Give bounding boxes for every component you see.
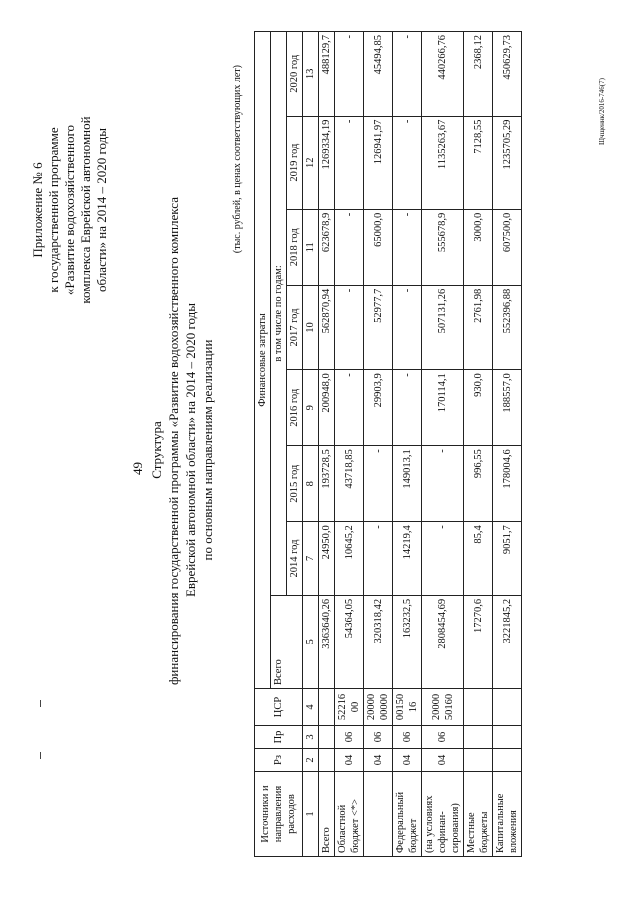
table-row	[364, 32, 393, 857]
cell-source	[364, 772, 393, 857]
header-year: 2020 год	[287, 32, 303, 117]
cell-total: 2808454,69	[422, 595, 464, 688]
cell-year-value: 7128,55	[464, 116, 493, 209]
table-row	[319, 32, 335, 857]
cell-year-value: -	[364, 522, 393, 596]
cell-year-value: 10645,2	[335, 522, 364, 596]
table-row	[464, 32, 493, 857]
cell-year-value: -	[335, 116, 364, 209]
cell-year-value: 52977,7	[364, 285, 393, 370]
cell-pr: 06	[335, 726, 364, 749]
appendix-header	[30, 60, 110, 360]
cell-year-value: -	[422, 522, 464, 596]
cell-year-value: 450629,73	[493, 32, 522, 117]
cell-year-value: 440266,76	[422, 32, 464, 117]
cell-year-value: 193728,5	[319, 446, 335, 522]
cell-year-value: 552396,88	[493, 285, 522, 370]
cell-year-value: 607500,0	[493, 209, 522, 285]
header-source: Источники и направления расходов	[255, 772, 303, 857]
appendix-line: к государственной программе	[46, 127, 61, 293]
header-year: 2017 год	[287, 285, 303, 370]
header-row	[255, 32, 271, 857]
table-row	[493, 32, 522, 857]
cell-year-value: 188557,0	[493, 370, 522, 446]
cell-total: 3221845,2	[493, 595, 522, 688]
cell-year-value: 3000,0	[464, 209, 493, 285]
scan-mark	[40, 752, 41, 759]
cell-year-value: -	[393, 32, 422, 117]
cell-year-value: 43718,85	[335, 446, 364, 522]
header-year: 2018 год	[287, 209, 303, 285]
cell-source: Областной бюджет <*>	[335, 772, 364, 857]
cell-csr	[319, 689, 335, 726]
cell-year-value: 1269334,19	[319, 116, 335, 209]
cell-year-value: 126941,97	[364, 116, 393, 209]
financing-table	[254, 31, 522, 857]
cell-year-value: 488129,7	[319, 32, 335, 117]
header-year: 2019 год	[287, 116, 303, 209]
cell-year-value: -	[364, 446, 393, 522]
cell-year-value: -	[422, 446, 464, 522]
table-row	[335, 32, 364, 857]
cell-pr: 06	[422, 726, 464, 749]
cell-year-value: -	[335, 209, 364, 285]
header-year: 2016 год	[287, 370, 303, 446]
document-title	[148, 197, 216, 685]
header-year: 2014 год	[287, 522, 303, 596]
column-number: 12	[303, 116, 319, 209]
cell-csr	[493, 689, 522, 726]
cell-total: 320318,42	[364, 595, 393, 688]
cell-year-value: 507131,26	[422, 285, 464, 370]
appendix-line: области» на 2014 – 2020 годы	[94, 128, 109, 292]
units-note: (тыс. рублей, в ценах соответствующих лет)	[232, 65, 243, 254]
cell-year-value: 178004,6	[493, 446, 522, 522]
cell-year-value: 1135263,67	[422, 116, 464, 209]
title-line: финансирования государственной программы «Развитие водохозяйственного комплекса	[166, 197, 181, 685]
cell-source: Всего	[319, 772, 335, 857]
cell-rz: 04	[422, 749, 464, 772]
title-line: Еврейской автономной области» на 2014 – 2020 годы	[183, 302, 198, 598]
cell-year-value: 1235705,29	[493, 116, 522, 209]
cell-year-value: 200948,0	[319, 370, 335, 446]
cell-year-value: 930,0	[464, 370, 493, 446]
header-csr: ЦСР	[255, 689, 303, 726]
cell-source: Местные бюджеты	[464, 772, 493, 857]
cell-source: Федеральный бюджет	[393, 772, 422, 857]
cell-csr: 20000 50160	[422, 689, 464, 726]
cell-year-value: 555678,9	[422, 209, 464, 285]
cell-total: 54364,05	[335, 595, 364, 688]
cell-year-value: 623678,9	[319, 209, 335, 285]
cell-year-value: -	[393, 285, 422, 370]
column-number: 4	[303, 689, 319, 726]
title-line: по основным направлениям реализации	[200, 339, 215, 561]
column-number: 3	[303, 726, 319, 749]
cell-csr	[464, 689, 493, 726]
cell-pr: 06	[364, 726, 393, 749]
column-number: 10	[303, 285, 319, 370]
cell-year-value: 45494,85	[364, 32, 393, 117]
column-number-row	[303, 32, 319, 857]
cell-year-value: -	[393, 209, 422, 285]
cell-year-value: 29903,9	[364, 370, 393, 446]
cell-total: 163232,5	[393, 595, 422, 688]
cell-rz	[319, 749, 335, 772]
footer-code: Щчщеннк/2016-746(7)	[598, 78, 606, 145]
cell-rz: 04	[364, 749, 393, 772]
column-number: 8	[303, 446, 319, 522]
header-total: Всего	[271, 595, 303, 688]
cell-year-value: 996,55	[464, 446, 493, 522]
cell-year-value: 562870,94	[319, 285, 335, 370]
cell-year-value: -	[335, 370, 364, 446]
header-including: в том числе по годам:	[271, 32, 287, 596]
cell-pr	[493, 726, 522, 749]
column-number: 11	[303, 209, 319, 285]
table-body	[319, 32, 522, 857]
cell-rz	[493, 749, 522, 772]
cell-csr: 00150 16	[393, 689, 422, 726]
cell-year-value: -	[393, 116, 422, 209]
header-pr: Пр	[255, 726, 303, 749]
page-number: 49	[130, 462, 145, 475]
cell-year-value: 65000,0	[364, 209, 393, 285]
appendix-line: «Развитие водохозяйственного	[62, 124, 77, 296]
cell-rz	[464, 749, 493, 772]
header-financial: Финансовые затраты	[255, 32, 271, 689]
cell-pr	[319, 726, 335, 749]
cell-year-value: 149013,1	[393, 446, 422, 522]
table-row	[393, 32, 422, 857]
cell-year-value: -	[393, 370, 422, 446]
column-number: 9	[303, 370, 319, 446]
cell-year-value: 170114,1	[422, 370, 464, 446]
column-number: 2	[303, 749, 319, 772]
cell-total: 3363640,26	[319, 595, 335, 688]
cell-year-value: -	[335, 32, 364, 117]
header-rz: Рз	[255, 749, 303, 772]
cell-year-value: -	[335, 285, 364, 370]
table-row	[422, 32, 464, 857]
cell-rz: 04	[335, 749, 364, 772]
cell-csr: 52216 00	[335, 689, 364, 726]
scan-mark	[40, 700, 41, 707]
cell-source: (на условиях софинан- сирования)	[422, 772, 464, 857]
cell-csr: 20000 00000	[364, 689, 393, 726]
cell-pr	[464, 726, 493, 749]
cell-year-value: 2368,12	[464, 32, 493, 117]
header-year: 2015 год	[287, 446, 303, 522]
cell-pr: 06	[393, 726, 422, 749]
cell-year-value: 2761,98	[464, 285, 493, 370]
column-number: 5	[303, 595, 319, 688]
cell-year-value: 9051,7	[493, 522, 522, 596]
cell-source: Капитальные вложения	[493, 772, 522, 857]
column-number: 1	[303, 772, 319, 857]
appendix-line: комплекса Еврейской автономной	[78, 116, 93, 304]
cell-year-value: 24950,0	[319, 522, 335, 596]
cell-year-value: 14219,4	[393, 522, 422, 596]
column-number: 13	[303, 32, 319, 117]
column-number: 7	[303, 522, 319, 596]
cell-year-value: 85,4	[464, 522, 493, 596]
cell-rz: 04	[393, 749, 422, 772]
cell-total: 17270,6	[464, 595, 493, 688]
title-line: Структура	[149, 421, 164, 479]
appendix-line: Приложение № 6	[30, 162, 45, 258]
